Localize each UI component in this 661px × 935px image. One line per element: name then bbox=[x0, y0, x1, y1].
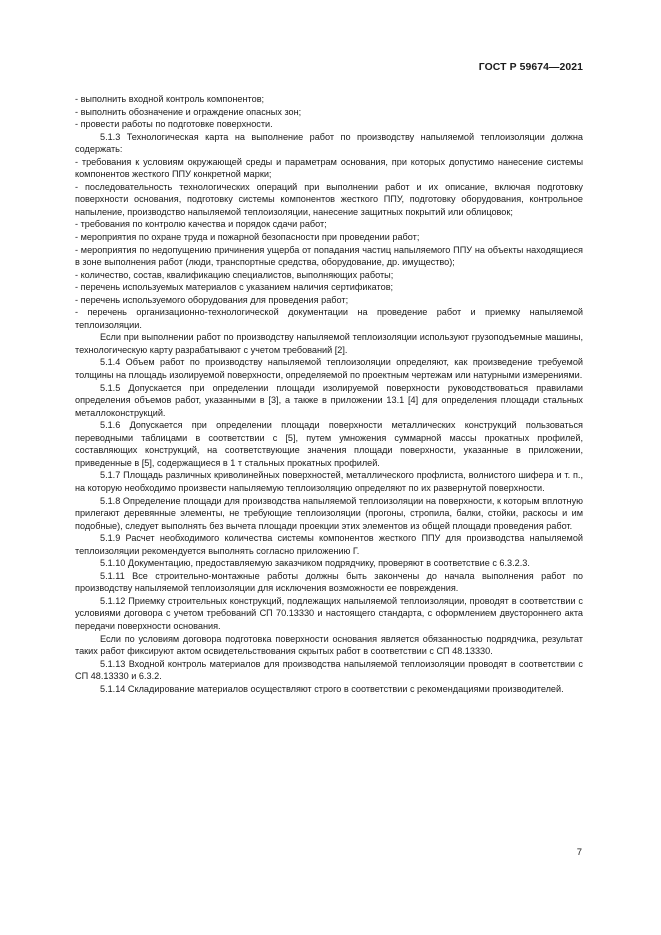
paragraph: - перечень используемых материалов с указанием наличия сертификатов; bbox=[75, 282, 394, 293]
paragraph: - мероприятия по недопущению причинения ущерба от попадания частиц напыляемого ППУ на объекты находящиеся в зоне выполнения работ (люди, транспортные средства, оборудование, др. имущество); bbox=[75, 244, 583, 268]
document-body bbox=[75, 93, 583, 695]
paragraph: 5.1.5 Допускается при определении площади изолируемой поверхности руководствоваться правилами определения объемов работ, указанными в [3], а также в приложении 13.1 [4] для определения площади стальных металлоконструкций. bbox=[75, 382, 583, 418]
paragraph: 5.1.8 Определение площади для производства напыляемой теплоизоляции на поверхности, к которым вплотную прилегают деревянные элементы, не требующие теплоизоляции (прогоны, стропила, балки, стойки, раскосы и им подобные), следует выполнять без вычета площади проекции этих элементов из общей площади проведения работ. bbox=[75, 495, 583, 531]
paragraph: 5.1.11 Все строительно-монтажные работы должны быть закончены до начала выполнения работ по производству напыляемой теплоизоляции для исключения возможности ее повреждения. bbox=[75, 570, 583, 594]
paragraph: 5.1.3 Технологическая карта на выполнение работ по производству напыляемой теплоизоляции должна содержать: bbox=[75, 131, 583, 155]
paragraph: - провести работы по подготовке поверхности. bbox=[75, 119, 273, 130]
paragraph: - последовательность технологических операций при выполнении работ и их описание, включая подготовку поверхности основания, подготовку системы компонентов жесткого ППУ, подготовку оборудования, контрольное напыление, производство напыляемой теплоизоляции, нанесение защитных покрытий или облицовок; bbox=[75, 181, 583, 217]
paragraph: 5.1.7 Площадь различных криволинейных поверхностей, металлического профлиста, волнистого шифера и т. п., на которую необходимо произвести напыляемую теплоизоляцию определяют по их развернутой поверхности. bbox=[75, 470, 583, 493]
paragraph: - мероприятия по охране труда и пожарной безопасности при проведении работ; bbox=[75, 232, 420, 243]
page-number: 7 bbox=[576, 847, 582, 858]
paragraph: 5.1.4 Объем работ по производству напыляемой теплоизоляции определяют, как произведение требуемой толщины на площадь изолируемой поверхности, определяемой по проектным чертежам или натурными измерениями. bbox=[75, 357, 583, 381]
paragraph: Если при выполнении работ по производству напыляемой теплоизоляции используют грузоподъемные машины, технологическую карту разрабатывают с учетом требований [2]. bbox=[75, 332, 583, 355]
paragraph: 5.1.6 Допускается при определении площади поверхности металлических конструкций пользоваться переводными таблицами в соответствии с [5], путем умножения суммарной массы прокатных профилей, составляющих конструкций, на соответствующие значения площади поверхности, указанные в приложении, приведенные в [5], содержащиеся в 1 т стальных прокатных профилей. bbox=[75, 420, 583, 468]
paragraph: - перечень используемого оборудования для проведения работ; bbox=[75, 294, 349, 305]
paragraph: - выполнить обозначение и ограждение опасных зон; bbox=[75, 106, 302, 117]
paragraph: 5.1.9 Расчет необходимого количества системы компонентов жесткого ППУ для производства напыляемой теплоизоляции рекомендуется выполнять согласно приложению Г. bbox=[75, 533, 583, 556]
paragraph: 5.1.14 Складирование материалов осуществляют строго в соответствии с рекомендациями производителей. bbox=[100, 683, 564, 694]
paragraph: Если по условиям договора подготовка поверхности основания является обязанностью подрядчика, результат таких работ фиксируют актом освидетельствования скрытых работ в соответствии с СП 48.13330. bbox=[75, 633, 583, 657]
paragraph: - выполнить входной контроль компонентов; bbox=[75, 94, 265, 104]
paragraph: 5.1.13 Входной контроль материалов для производства напыляемой теплоизоляции проводят в соответствии с СП 48.13330 и 6.3.2. bbox=[75, 658, 583, 682]
paragraph: - перечень организационно-технологической документации на проведение работ и приемку напыляемой теплоизоляции. bbox=[75, 307, 583, 330]
standard-designation: ГОСТ Р 59674—2021 bbox=[478, 62, 583, 73]
paragraph: - требования по контролю качества и порядок сдачи работ; bbox=[75, 219, 327, 230]
paragraph: - количество, состав, квалификацию специалистов, выполняющих работы; bbox=[75, 269, 394, 280]
paragraph: - требования к условиям окружающей среды и параметрам основания, при которых допустимо нанесение системы компонентов жесткого ППУ конкретной марки; bbox=[75, 156, 583, 180]
paragraph: 5.1.10 Документацию, предоставляемую заказчиком подрядчику, проверяют в соответствие с 6.3.2.3. bbox=[100, 558, 530, 569]
paragraph: 5.1.12 Приемку строительных конструкций, подлежащих напыляемой теплоизоляции, проводят в соответствии с условиями договора с учетом требований СП 70.13330 и настоящего стандарта, с оформлением двустороннего акта передачи поверхности основания. bbox=[75, 595, 583, 631]
